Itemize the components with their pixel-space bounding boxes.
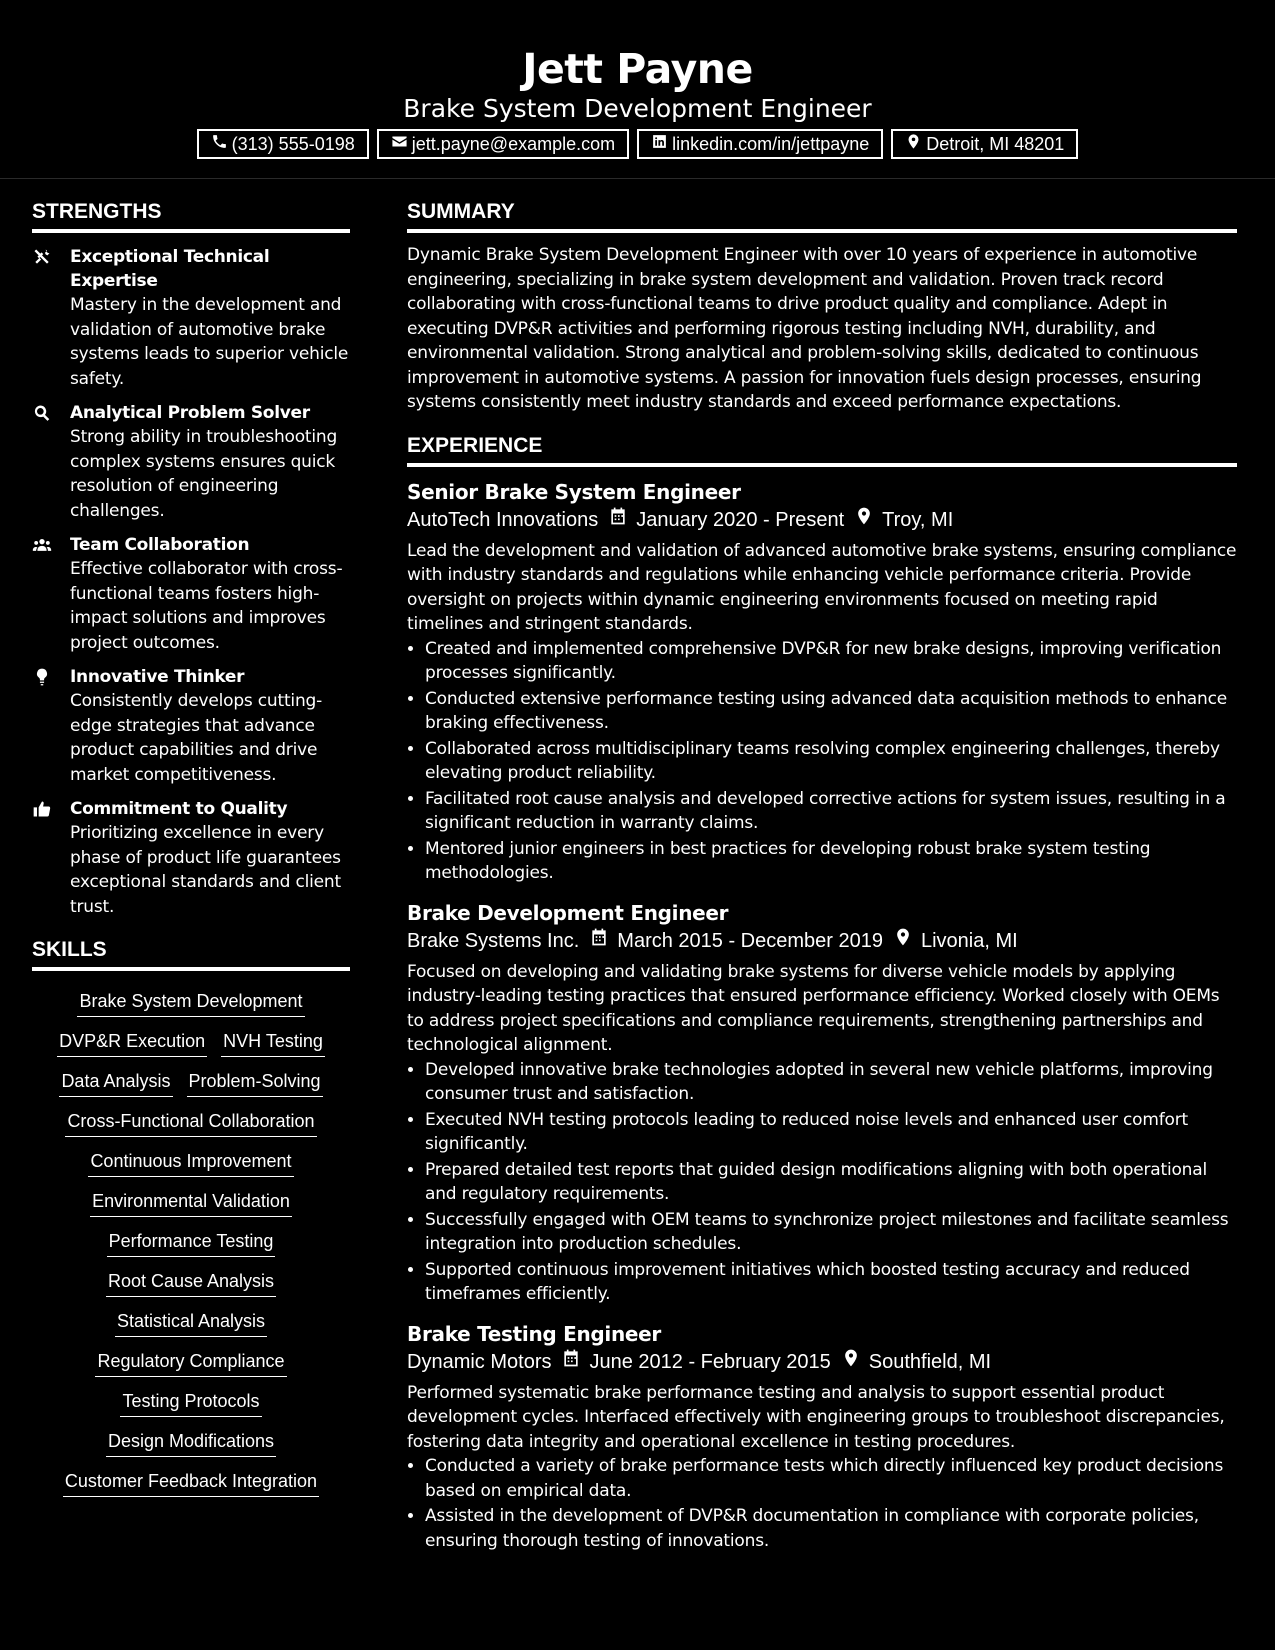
skill-tag: Data Analysis (59, 1063, 172, 1097)
job-bullet: • Mentored junior engineers in best practices for developing robust brake system testing methodologies. (425, 837, 1237, 886)
linkedin-icon (651, 133, 668, 155)
contact-linkedin[interactable] (637, 129, 883, 159)
job-bullet: • Conducted a variety of brake performance tests which directly influenced key product decisions based on empirical data. (425, 1454, 1237, 1503)
resume-header (0, 0, 1275, 179)
strength-desc: Effective collaborator with cross-functional teams fosters high-impact solutions and improves project outcomes. (70, 559, 343, 653)
contact-phone[interactable] (197, 129, 369, 159)
job-dates: March 2015 - December 2019 (617, 929, 883, 952)
calendar-icon (589, 926, 609, 956)
contact-email[interactable] (377, 129, 629, 159)
job-bullets (407, 1058, 1237, 1307)
job-bullet: • Prepared detailed test reports that guided design modifications aligning with both operational and regulatory requirements. (425, 1158, 1237, 1207)
job-bullet: • Successfully engaged with OEM teams to synchronize project milestones and facilitate seamless integration into production schedules. (425, 1208, 1237, 1257)
skill-tag: Root Cause Analysis (106, 1263, 276, 1297)
job-entry (407, 479, 1237, 886)
contact-location[interactable] (891, 129, 1078, 159)
envelope-icon (391, 133, 408, 155)
skills-list (32, 983, 350, 1497)
strength-title: Team Collaboration (70, 535, 250, 555)
job-company: Brake Systems Inc. (407, 929, 580, 952)
strengths-heading: STRENGTHS (32, 199, 350, 233)
strength-desc: Strong ability in troubleshooting complex systems ensures quick resolution of engineering challenges. (70, 427, 338, 521)
thumbs-up-icon (32, 797, 70, 919)
search-icon (32, 401, 70, 523)
strength-item (32, 797, 350, 919)
job-location: Troy, MI (882, 508, 954, 531)
skill-tag: DVP&R Execution (57, 1023, 207, 1057)
right-column (407, 179, 1237, 1567)
job-company: AutoTech Innovations (407, 508, 599, 531)
skill-tag: Customer Feedback Integration (63, 1463, 319, 1497)
job-meta (407, 1347, 1237, 1377)
job-title: Brake Testing Engineer (407, 1321, 661, 1346)
job-bullet: • Conducted extensive performance testing using advanced data acquisition methods to enhance braking effectiveness. (425, 687, 1237, 736)
skill-tag: Cross-Functional Collaboration (65, 1103, 316, 1137)
candidate-title: Brake System Development Engineer (403, 94, 872, 123)
strength-item (32, 401, 350, 523)
job-bullet: • Assisted in the development of DVP&R documentation in compliance with corporate policies, ensuring thorough testing of innovations. (425, 1504, 1237, 1553)
skill-tag: Regulatory Compliance (95, 1343, 286, 1377)
job-meta (407, 926, 1237, 956)
job-description: Focused on developing and validating brake systems for diverse vehicle models by applying industry-leading testing practices that ensured performance efficiency. Worked closely with OEMs to address project specifications and compliance requirements, strengthening partnerships and technological alignment. (407, 961, 1220, 1055)
experience-heading: EXPERIENCE (407, 433, 1237, 467)
strength-title: Exceptional Technical Expertise (70, 247, 270, 291)
users-icon (32, 533, 70, 655)
strength-desc: Consistently develops cutting-edge strategies that advance product capabilities and drive market competitiveness. (70, 691, 323, 785)
map-marker-icon (841, 1347, 861, 1377)
job-bullets (407, 1454, 1237, 1553)
job-bullet: • Supported continuous improvement initiatives which boosted testing accuracy and reduced timeframes efficiently. (425, 1258, 1237, 1307)
strength-desc: Prioritizing excellence in every phase of product life guarantees exceptional standards and client trust. (70, 823, 341, 917)
map-marker-icon (905, 133, 922, 155)
phone-icon (211, 133, 228, 155)
job-entry (407, 900, 1237, 1307)
skill-tag: Testing Protocols (120, 1383, 261, 1417)
job-bullet: • Facilitated root cause analysis and developed corrective actions for system issues, resulting in a significant reduction in warranty claims. (425, 787, 1237, 836)
strength-title: Commitment to Quality (70, 799, 288, 819)
job-bullet: • Executed NVH testing protocols leading to reduced noise levels and enhanced user comfort significantly. (425, 1108, 1237, 1157)
contact-email-text: jett.payne@example.com (411, 133, 616, 154)
calendar-icon (561, 1347, 581, 1377)
skill-tag: Design Modifications (106, 1423, 276, 1457)
strength-item (32, 245, 350, 391)
skill-tag: Statistical Analysis (115, 1303, 267, 1337)
job-bullet: • Developed innovative brake technologies adopted in several new vehicle platforms, improving consumer trust and satisfaction. (425, 1058, 1237, 1107)
strength-title: Innovative Thinker (70, 667, 245, 687)
summary-heading: SUMMARY (407, 199, 1237, 233)
job-bullet: • Collaborated across multidisciplinary teams resolving complex engineering challenges, thereby elevating product reliability. (425, 737, 1237, 786)
job-bullet: • Created and implemented comprehensive DVP&R for new brake designs, improving verification processes significantly. (425, 637, 1237, 686)
resume-body (0, 179, 1275, 1567)
skill-tag: Brake System Development (77, 983, 304, 1017)
contact-linkedin-text: linkedin.com/in/jettpayne (672, 133, 870, 154)
strength-desc: Mastery in the development and validation of automotive brake systems leads to superior vehicle safety. (70, 295, 349, 389)
map-marker-icon (893, 926, 913, 956)
job-description: Lead the development and validation of advanced automotive brake systems, ensuring compliance with industry standards and regulations while enhancing vehicle performance criteria. Provide oversight on projects within dynamic engineering environments focused on meeting rapid timelines and stringent standards. (407, 540, 1237, 634)
candidate-name: Jett Payne (522, 45, 753, 93)
job-meta (407, 505, 1237, 535)
job-bullets (407, 637, 1237, 886)
strength-item (32, 665, 350, 787)
job-title: Senior Brake System Engineer (407, 479, 741, 504)
strength-title: Analytical Problem Solver (70, 403, 310, 423)
job-dates: January 2020 - Present (636, 508, 845, 531)
tools-icon (32, 245, 70, 391)
job-description: Performed systematic brake performance testing and analysis to support essential product development cycles. Interfaced effectively with engineering groups to troubleshoot discrepancies, fostering data integrity and operational excellence in testing procedures. (407, 1382, 1225, 1452)
contact-location-text: Detroit, MI 48201 (926, 133, 1065, 154)
skill-tag: Performance Testing (107, 1223, 276, 1257)
contact-bar (0, 129, 1275, 159)
job-entry (407, 1321, 1237, 1554)
skill-tag: Continuous Improvement (88, 1143, 293, 1177)
job-location: Livonia, MI (920, 929, 1018, 952)
skills-heading: SKILLS (32, 937, 350, 971)
job-company: Dynamic Motors (407, 1350, 552, 1373)
contact-phone-text: (313) 555-0198 (231, 133, 355, 154)
strength-item (32, 533, 350, 655)
map-marker-icon (854, 505, 874, 535)
job-dates: June 2012 - February 2015 (589, 1350, 831, 1373)
job-location: Southfield, MI (868, 1350, 992, 1373)
calendar-icon (608, 505, 628, 535)
job-title: Brake Development Engineer (407, 900, 729, 925)
skill-tag: NVH Testing (221, 1023, 325, 1057)
lightbulb-icon (32, 665, 70, 787)
summary-text: Dynamic Brake System Development Engineer with over 10 years of experience in automotive engineering, specializing in brake system development and validation. Proven track record collaborating with cross-functional teams to drive product quality and compliance. Adept in executing DVP&R activities and performing rigorous testing including NVH, durability, and environmental validation. Strong analytical and problem-solving skills, dedicated to continuous improvement in automotive systems. A passion for innovation fuels design processes, ensuring systems consistently meet industry standards and exceed performance expectations. (407, 245, 1202, 412)
skill-tag: Problem-Solving (187, 1063, 323, 1097)
skill-tag: Environmental Validation (90, 1183, 292, 1217)
left-column (32, 179, 350, 1567)
